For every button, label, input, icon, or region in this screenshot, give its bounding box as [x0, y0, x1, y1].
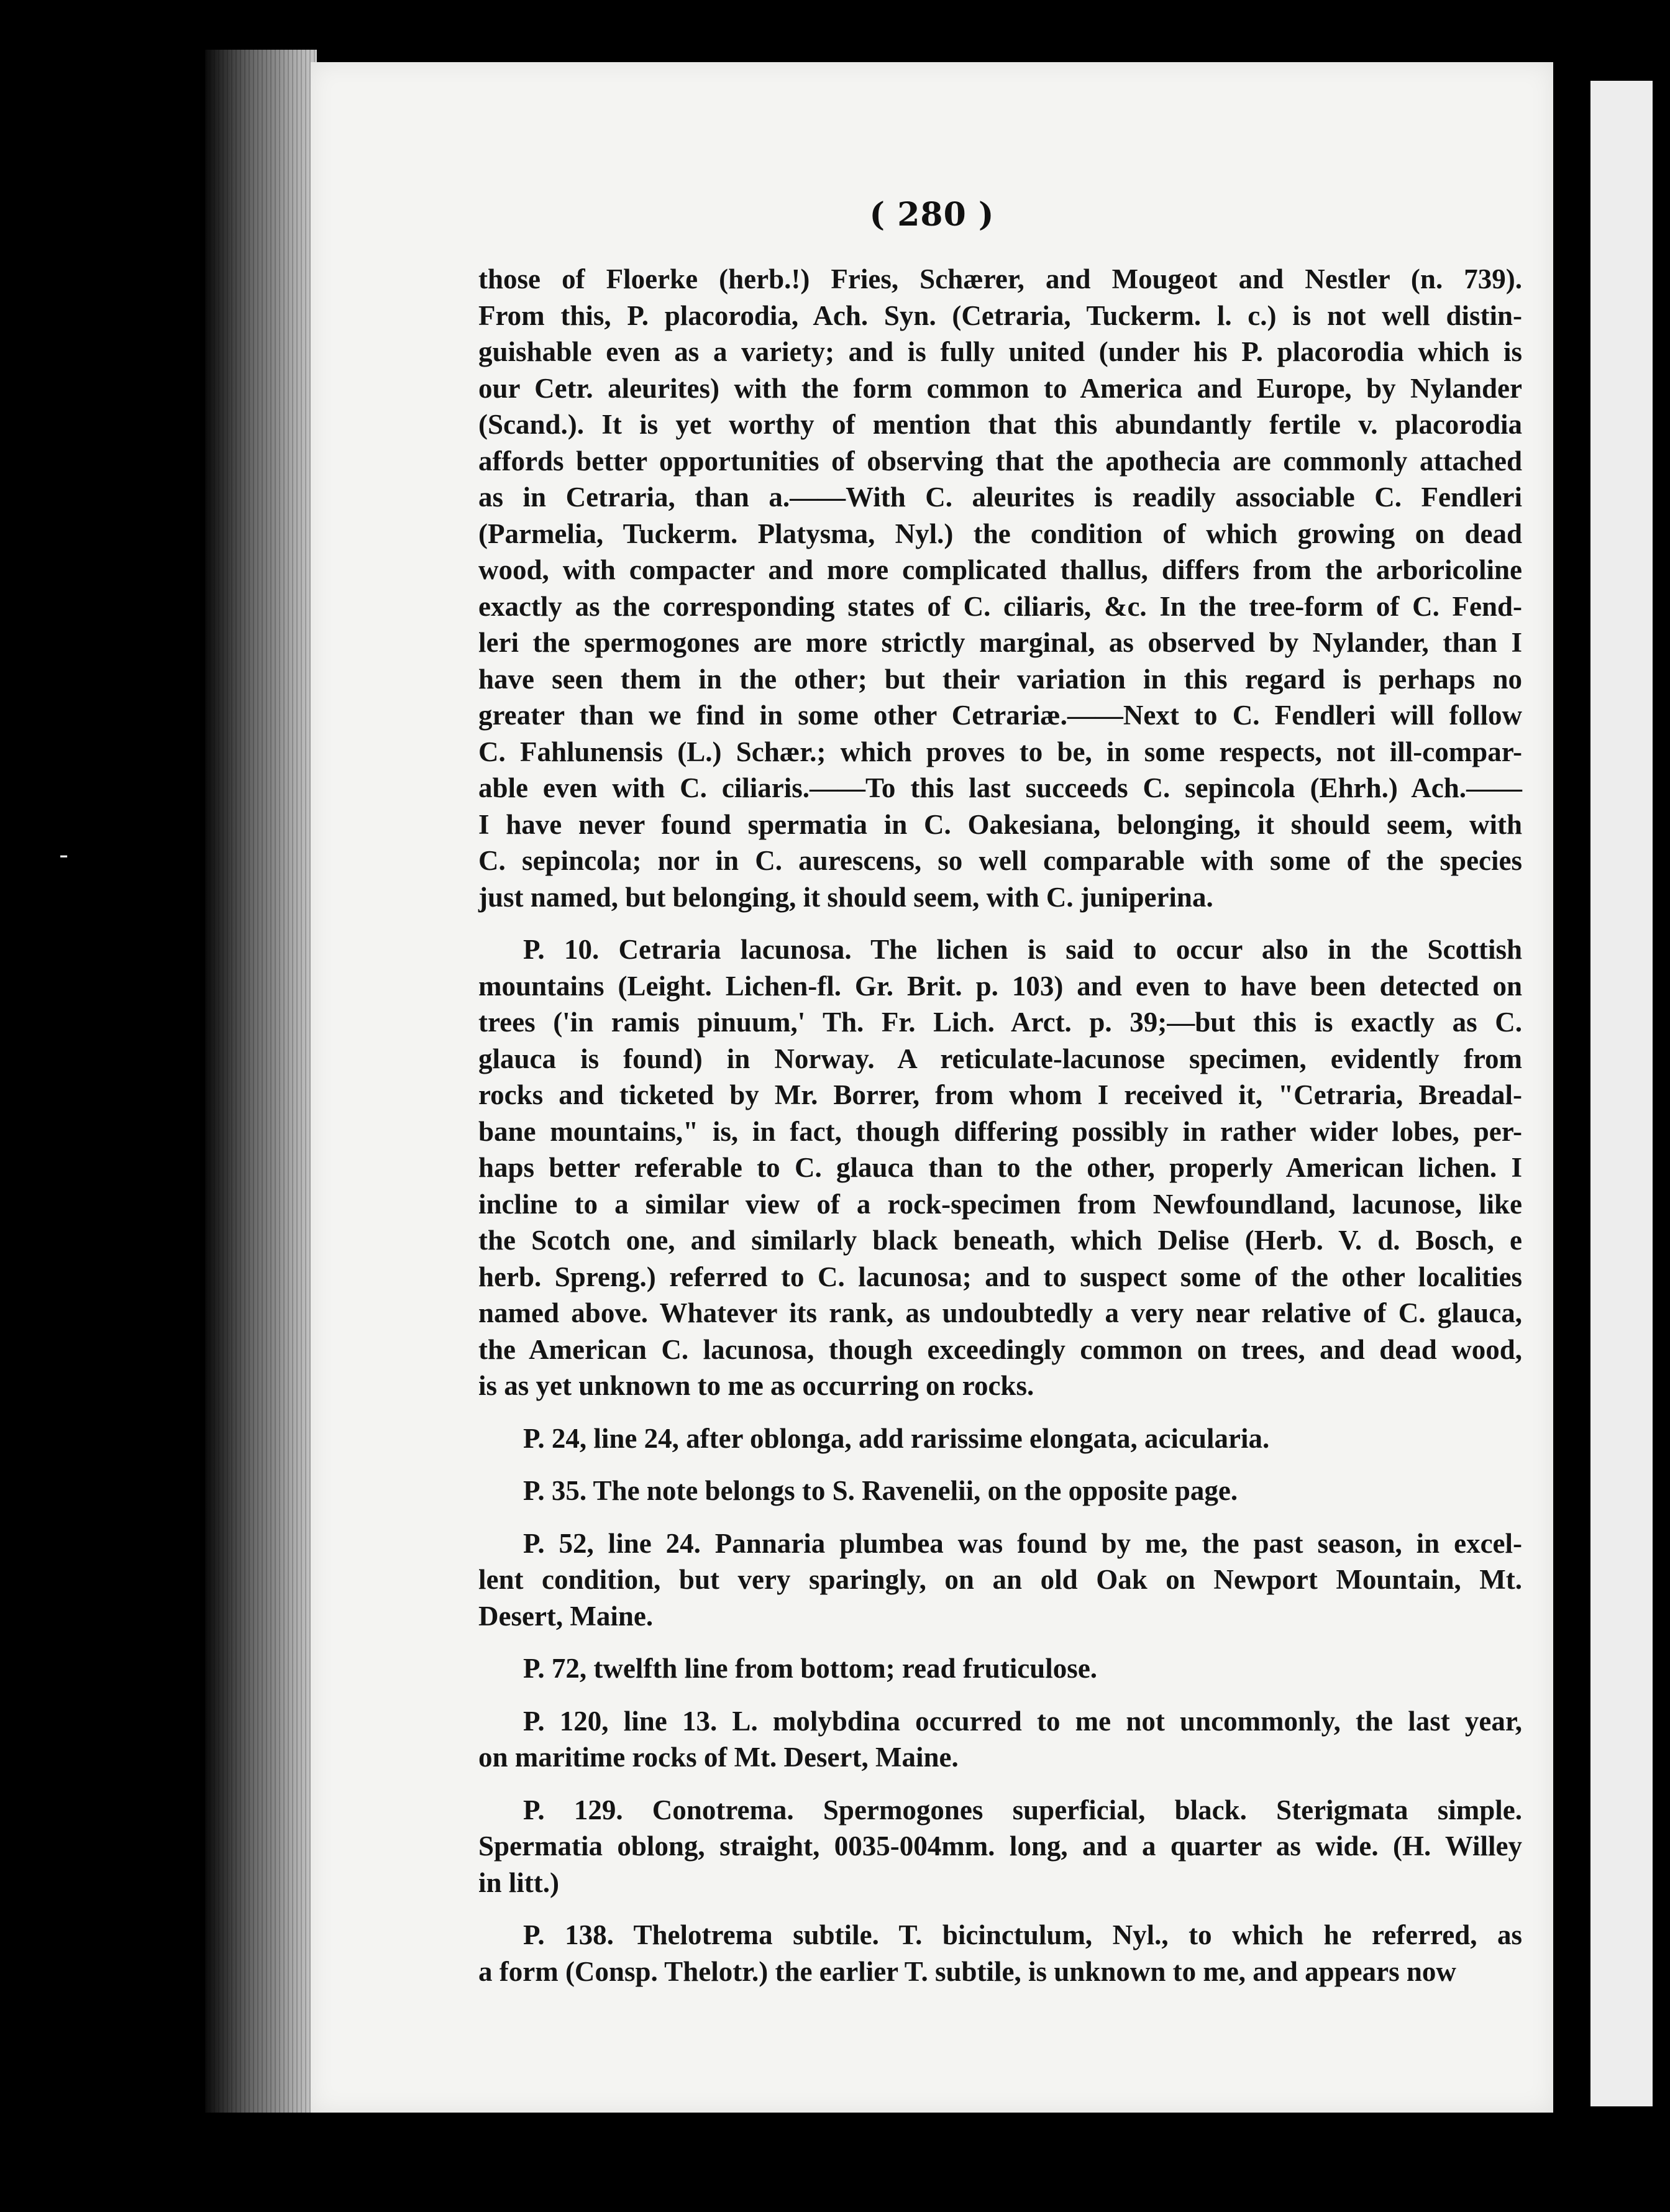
text-line: From this, P. placorodia, Ach. Syn. (Cetraria, Tuckerm. l. c.) is not well distin- [478, 299, 1522, 331]
text-line: those of Floerke (herb.!) Fries, Schærer, and Mougeot and Nestler (n. 739). [478, 263, 1522, 295]
body-text [478, 261, 1522, 1990]
text-line: the American C. lacunosa, though exceedingly common on trees, and dead wood, [478, 1333, 1522, 1365]
text-line: glauca is found) in Norway. A reticulate-lacunose specimen, evidently from [478, 1043, 1522, 1074]
text-line: P. 52, line 24. Pannaria plumbea was found by me, the past season, in excel- [523, 1527, 1522, 1559]
text-line: in litt.) [478, 1867, 559, 1898]
paragraph [478, 1703, 1522, 1776]
text-line: just named, but belonging, it should seem, with C. juniperina. [478, 881, 1213, 913]
text-line: incline to a similar view of a rock-specimen from Newfoundland, lacunose, like [478, 1188, 1522, 1220]
paragraph [478, 931, 1522, 1404]
text-line: I have never found spermatia in C. Oakesiana, belonging, it should seem, with [478, 808, 1522, 840]
text-line: trees ('in ramis pinuum,' Th. Fr. Lich. Arct. p. 39;—but this is exactly as C. [478, 1007, 1522, 1038]
text-line: guishable even as a variety; and is fully united (under his P. placorodia which is [478, 336, 1522, 367]
text-line: C. Fahlunensis (L.) Schær.; which proves to be, in some respects, not ill-compar- [478, 736, 1522, 767]
text-line: our Cetr. aleurites) with the form common to America and Europe, by Nylander [478, 372, 1522, 404]
text-line: Spermatia oblong, straight, 0035-004mm. long, and a quarter as wide. (H. Willey [478, 1830, 1522, 1862]
text-line: have seen them in the other; but their variation in this regard is perhaps no [478, 663, 1522, 695]
book-page-edges [205, 50, 317, 2113]
text-line: P. 24, line 24, after oblonga, add rarissime elongata, acicularia. [523, 1422, 1270, 1454]
text-line: affords better opportunities of observing that the apothecia are commonly attached [478, 445, 1522, 477]
text-line: P. 35. The note belongs to S. Ravenelii, on the opposite page. [523, 1475, 1238, 1506]
paragraph [478, 1420, 1522, 1457]
text-line: (Parmelia, Tuckerm. Platysma, Nyl.) the condition of which growing on dead [478, 518, 1522, 549]
text-line: the Scotch one, and similarly black beneath, which Delise (Herb. V. d. Bosch, e [478, 1225, 1522, 1256]
text-line: as in Cetraria, than a.——With C. aleurites is readily associable C. Fendleri [478, 482, 1522, 513]
book-page [311, 62, 1553, 2113]
text-line: exactly as the corresponding states of C. ciliaris, &c. In the tree-form of C. Fend- [478, 590, 1522, 622]
text-line: greater than we find in some other Cetrariæ.——Next to C. Fendleri will follow [478, 700, 1522, 731]
paragraph [478, 1917, 1522, 1990]
text-line: P. 138. Thelotrema subtile. T. bicinctulum, Nyl., to which he referred, as [523, 1919, 1522, 1950]
paragraph [478, 1650, 1522, 1687]
text-line: P. 10. Cetraria lacunosa. The lichen is said to occur also in the Scottish [523, 934, 1522, 965]
text-line: P. 129. Conotrema. Spermogones superficial, black. Sterigmata simple. [523, 1794, 1522, 1826]
text-line: able even with C. ciliaris.——To this last succeeds C. sepincola (Ehrh.) Ach.—— [478, 772, 1522, 803]
text-line: a form (Consp. Thelotr.) the earlier T. subtile, is unknown to me, and appears now [478, 1955, 1456, 1987]
text-line: wood, with compacter and more complicated thallus, differs from the arboricoline [478, 554, 1522, 585]
text-line: (Scand.). It is yet worthy of mention that this abundantly fertile v. placorodia [478, 409, 1522, 440]
text-line: P. 72, twelfth line from bottom; read fruticulose. [523, 1653, 1098, 1684]
text-line: on maritime rocks of Mt. Desert, Maine. [478, 1742, 959, 1773]
text-line: Desert, Maine. [478, 1600, 654, 1632]
paragraph [478, 261, 1522, 915]
text-line: mountains (Leight. Lichen-fl. Gr. Brit. p. 103) and even to have been detected on [478, 970, 1522, 1002]
text-line: P. 120, line 13. L. molybdina occurred to me not uncommonly, the last year, [523, 1705, 1522, 1737]
text-line: leri the spermogones are more strictly marginal, as observed by Nylander, than I [478, 627, 1522, 658]
text-line: haps better referable to C. glauca than to the other, properly American lichen. I [478, 1152, 1522, 1183]
page-number: ( 280 ) [869, 196, 995, 234]
text-line: herb. Spreng.) referred to C. lacunosa; and to suspect some of the other localities [478, 1261, 1522, 1292]
edge-mark: - [59, 839, 69, 870]
paragraph [478, 1792, 1522, 1901]
paragraph [478, 1525, 1522, 1635]
text-line: named above. Whatever its rank, as undoubtedly a very near relative of C. glauca, [478, 1297, 1522, 1328]
paragraph [478, 1473, 1522, 1509]
text-line: is as yet unknown to me as occurring on rocks. [478, 1370, 1034, 1401]
text-line: bane mountains," is, in fact, though differing possibly in rather wider lobes, per- [478, 1115, 1522, 1147]
text-line: C. sepincola; nor in C. aurescens, so well comparable with some of the species [478, 845, 1522, 876]
next-page-sliver [1590, 81, 1653, 2106]
text-line: lent condition, but very sparingly, on an old Oak on Newport Mountain, Mt. [478, 1564, 1522, 1595]
text-line: rocks and ticketed by Mr. Borrer, from whom I received it, "Cetraria, Breadal- [478, 1079, 1522, 1110]
